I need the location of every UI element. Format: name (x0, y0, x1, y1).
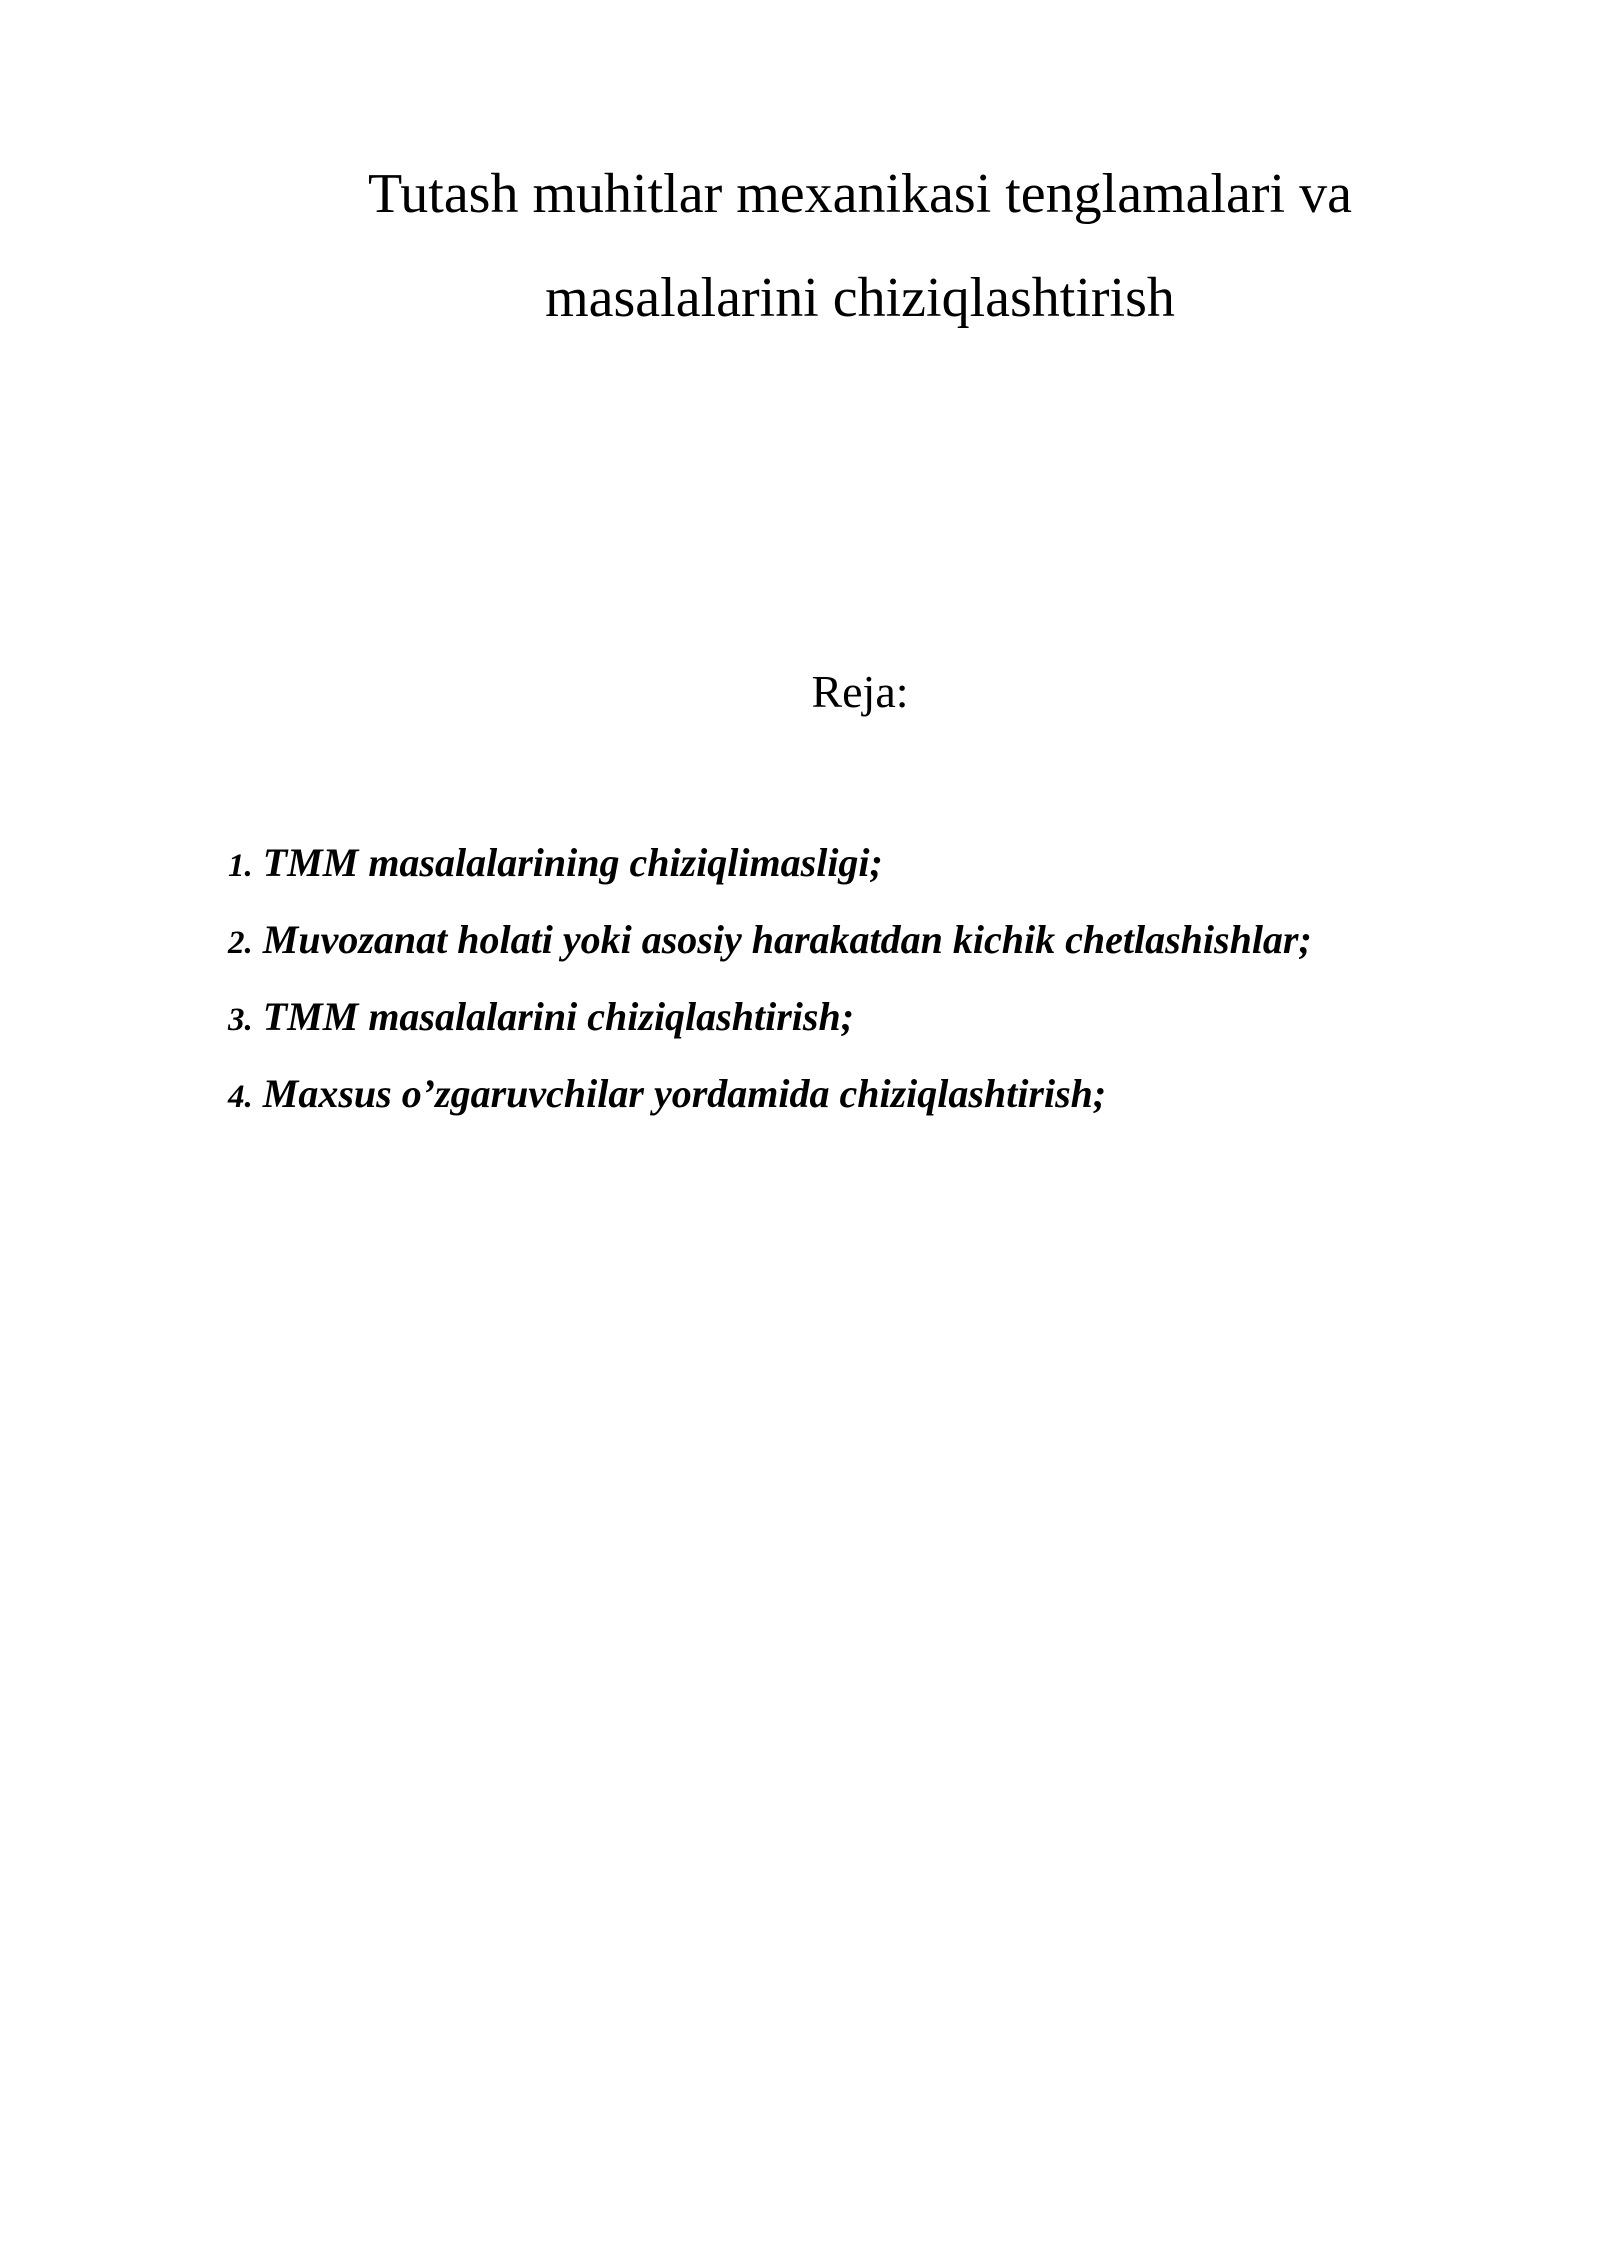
plan-item-number: 2. (228, 925, 253, 961)
plan-item-number: 3. (228, 1002, 253, 1038)
plan-item-text: TMM masalalarining chiziqlimasligi; (262, 840, 883, 885)
plan-item-number: 1. (228, 848, 253, 884)
plan-item-4 (228, 1057, 1528, 1134)
document-title (240, 142, 1480, 350)
plan-item-2 (228, 903, 1528, 980)
plan-item-1 (228, 826, 1528, 903)
document-title-line-2: masalalarini chiziqlashtirish (545, 267, 1175, 329)
plan-item-text: Muvozanat holati yoki asosiy harakatdan kichik chetlashishlar; (262, 917, 1312, 962)
plan-item-text: TMM masalalarini chiziqlashtirish; (262, 994, 855, 1039)
plan-item-number: 4. (228, 1079, 253, 1115)
plan-list (228, 826, 1528, 1134)
plan-item-text: Maxsus o’zgaruvchilar yordamida chiziqlashtirish; (262, 1071, 1107, 1116)
plan-item-3 (228, 980, 1528, 1057)
document-title-line-1: Tutash muhitlar mexanikasi tenglamalari va (368, 163, 1352, 225)
plan-heading: Reja: (811, 666, 909, 717)
